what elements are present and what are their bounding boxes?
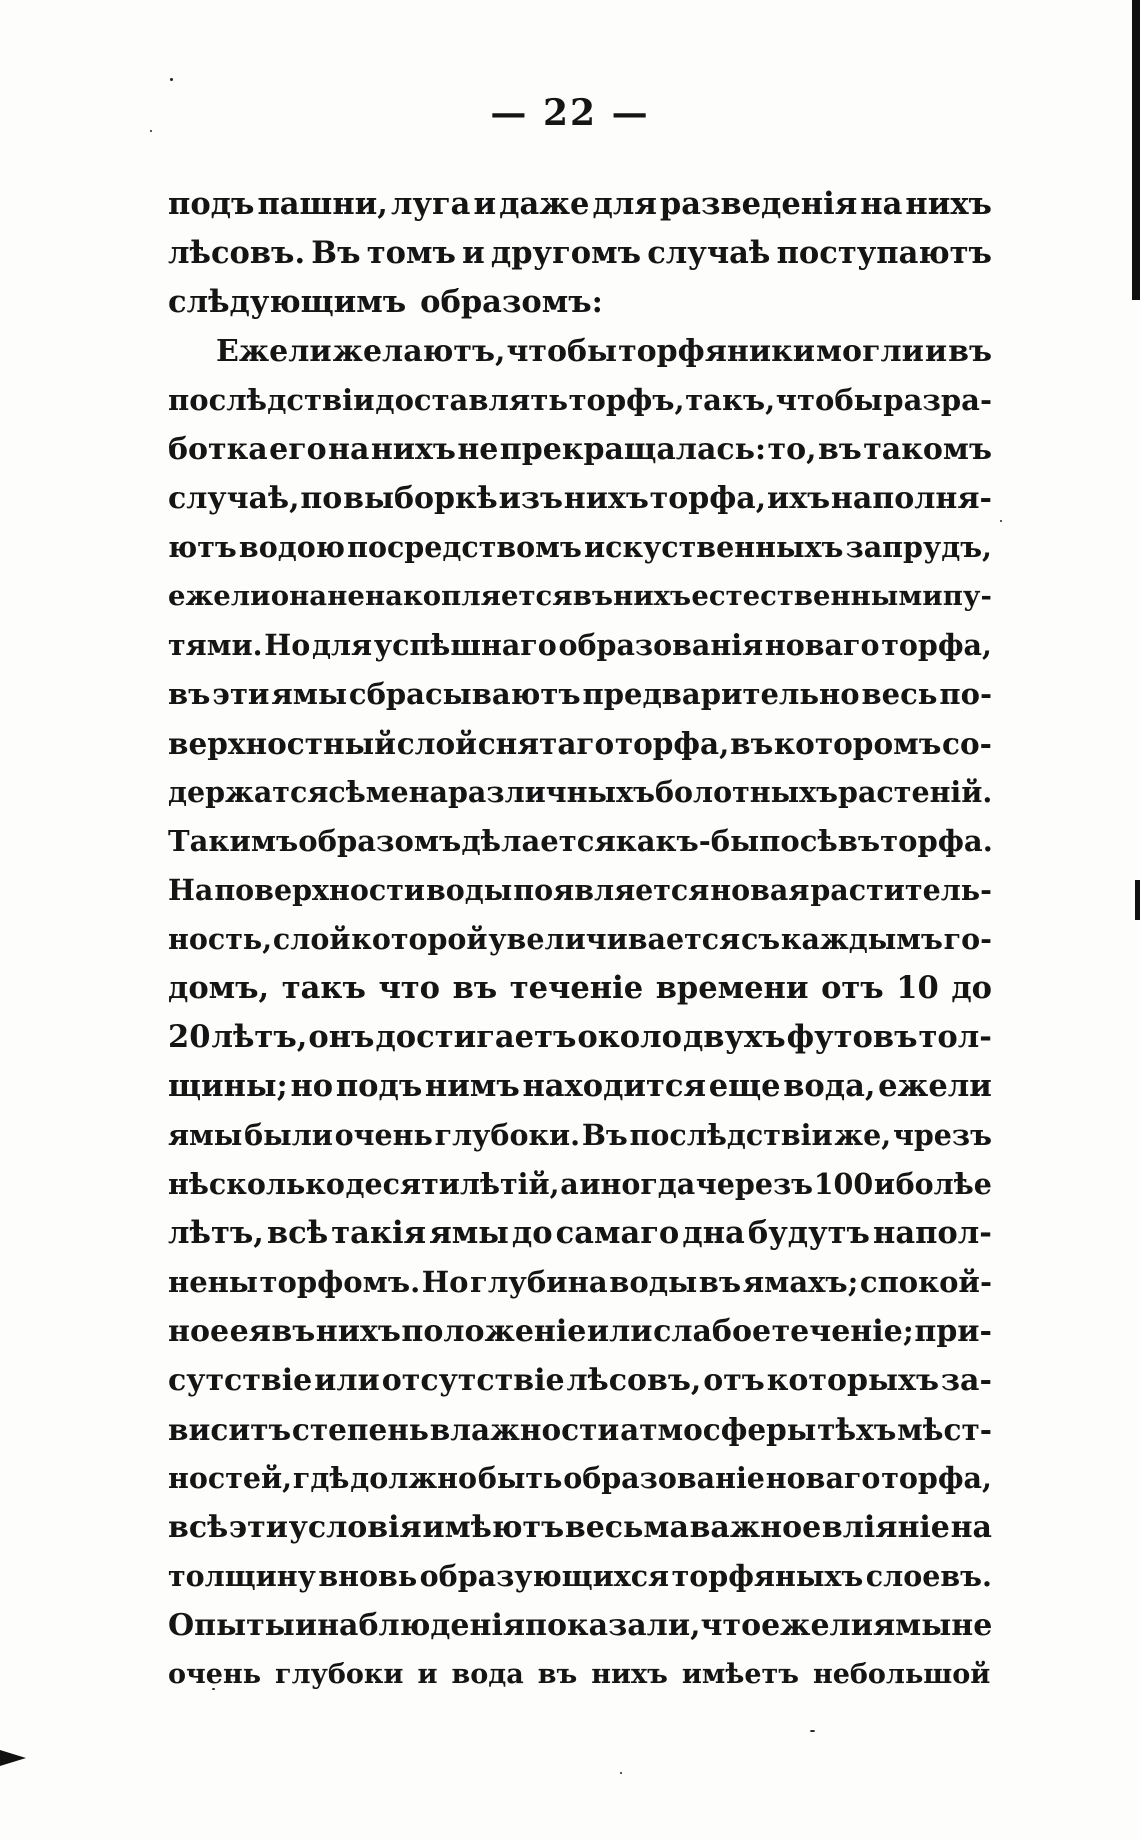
- word: положеніе: [401, 1314, 587, 1349]
- word: поверхности: [214, 873, 426, 907]
- word: по-: [939, 677, 992, 711]
- word: На: [168, 873, 214, 907]
- word: Но: [421, 1265, 469, 1299]
- word: посредствомъ: [347, 530, 582, 564]
- word: торфомъ.: [259, 1265, 421, 1299]
- word: 10: [896, 970, 939, 1006]
- word: могли: [816, 334, 924, 369]
- word: торфяныхъ: [671, 1559, 864, 1593]
- word: послѣдствіи: [168, 383, 375, 417]
- word: воды: [609, 1265, 698, 1299]
- text-line: [168, 1552, 992, 1601]
- word: и: [462, 235, 485, 271]
- word: за-: [940, 1363, 992, 1398]
- word: торфъ,: [568, 383, 685, 417]
- word: естественными: [691, 580, 943, 612]
- word: отъ: [821, 970, 884, 1006]
- text-line: [168, 1062, 992, 1111]
- word: водою: [238, 530, 345, 564]
- word: какъ-бы: [615, 824, 760, 858]
- text-line: [168, 1405, 992, 1454]
- word: достигаетъ: [375, 1019, 577, 1055]
- word: всѣ: [168, 1510, 229, 1545]
- word: вода: [451, 1659, 524, 1690]
- word: атмосферы: [620, 1412, 817, 1447]
- word: ихъ: [766, 481, 831, 516]
- body-text: [168, 180, 992, 1699]
- text-line: [168, 866, 992, 915]
- word: въ: [537, 1659, 578, 1690]
- word: со-: [942, 726, 992, 761]
- word: самаго: [555, 1215, 680, 1251]
- word: отсутствіе: [381, 1363, 565, 1398]
- word: по: [300, 481, 343, 516]
- word: и: [294, 1608, 318, 1643]
- text-line: [168, 915, 992, 964]
- word: лѣтъ,: [211, 1019, 308, 1055]
- word: такомъ: [863, 432, 992, 467]
- binding-edge-shadow-lower: [1135, 880, 1140, 920]
- word: его: [269, 432, 327, 467]
- word: эти: [212, 677, 270, 711]
- word: въ: [948, 334, 992, 369]
- word: тѣхъ: [817, 1412, 897, 1447]
- word: каждымъ: [780, 922, 943, 956]
- word: времени: [655, 970, 809, 1006]
- word: 20: [168, 1019, 211, 1055]
- word: изъ: [498, 481, 563, 516]
- word: а: [560, 1167, 579, 1201]
- word: торфа.: [880, 824, 993, 858]
- word: будутъ: [747, 1215, 870, 1251]
- word: щины;: [168, 1068, 288, 1104]
- word: наблюденія: [317, 1608, 526, 1643]
- text-line: [168, 180, 992, 229]
- word: искуственныхъ: [583, 530, 844, 564]
- word: гдѣ: [292, 1461, 350, 1495]
- word: то,: [767, 432, 817, 467]
- word: вода,: [783, 1068, 876, 1104]
- word: подъ: [335, 1068, 423, 1104]
- word: ность,: [168, 922, 273, 956]
- word: прекращалась:: [499, 432, 767, 467]
- word: важное: [689, 1510, 822, 1545]
- word: новаго: [764, 628, 880, 662]
- word: слоевъ.: [865, 1559, 992, 1593]
- word: образомъ:: [420, 284, 603, 320]
- word: же,: [834, 1118, 892, 1152]
- word: для: [592, 186, 657, 222]
- binding-edge-shadow: [1132, 0, 1140, 300]
- text-line: [168, 1454, 992, 1503]
- word: дна: [682, 1215, 745, 1251]
- word: глубоки: [275, 1659, 404, 1690]
- word: до: [951, 970, 992, 1006]
- word: напол-: [873, 1215, 992, 1251]
- word: около: [577, 1019, 682, 1055]
- word: новая: [710, 873, 810, 907]
- word: съ: [740, 922, 781, 956]
- word: имѣетъ: [681, 1659, 799, 1690]
- text-line: [168, 474, 992, 523]
- word: на: [860, 186, 903, 222]
- word: го-: [943, 922, 992, 956]
- word: поступаютъ: [776, 235, 992, 271]
- word: накопляется: [365, 580, 573, 612]
- word: снятаго: [477, 726, 615, 761]
- word: различныхъ: [447, 775, 655, 809]
- word: посѣвъ: [759, 824, 881, 858]
- word: новаго: [765, 1461, 881, 1495]
- word: находится: [522, 1068, 707, 1104]
- word: въ: [572, 580, 613, 612]
- word: или: [314, 1363, 380, 1398]
- word: ное: [168, 1314, 230, 1349]
- text-line: [168, 964, 992, 1013]
- word: въ: [168, 677, 211, 711]
- word: лѣсовъ.: [168, 235, 306, 271]
- word: случаѣ: [647, 235, 771, 271]
- word: ежели: [878, 1068, 992, 1104]
- word: на: [950, 1510, 992, 1545]
- word: слѣдующимъ: [168, 284, 407, 320]
- text-line: [168, 1356, 992, 1405]
- word: всѣ: [266, 1215, 329, 1251]
- text-line: [168, 817, 992, 866]
- word: нихъ: [905, 186, 992, 222]
- word: виситъ: [168, 1412, 292, 1447]
- word: толщину: [168, 1559, 316, 1593]
- word: торфяники: [618, 334, 815, 369]
- text-line: [168, 1258, 992, 1307]
- word: торфа,: [881, 628, 992, 662]
- text-line: [168, 768, 992, 817]
- text-line: [168, 719, 992, 768]
- word: нѣсколько: [168, 1167, 345, 1201]
- word: теченіе: [509, 970, 644, 1006]
- word: лѣсовъ,: [566, 1363, 702, 1398]
- word: запрудъ,: [845, 530, 992, 564]
- word: онъ: [308, 1019, 375, 1055]
- word: торфа,: [649, 481, 767, 516]
- word: ютъ: [168, 530, 237, 564]
- text-line: [168, 229, 992, 278]
- word: въ: [817, 432, 862, 467]
- word: тями.: [168, 628, 263, 662]
- word: наполня-: [830, 481, 992, 516]
- word: въ: [452, 970, 498, 1006]
- word: въ: [730, 726, 774, 761]
- word: весь: [861, 677, 938, 711]
- word: ежели: [168, 580, 271, 612]
- word: такія: [331, 1215, 427, 1251]
- word: слой: [272, 922, 351, 956]
- word: двухъ: [682, 1019, 786, 1055]
- word: желаютъ,: [332, 334, 506, 369]
- word: и: [417, 1659, 438, 1690]
- word: случаѣ,: [168, 481, 300, 516]
- word: небольшой: [812, 1659, 991, 1690]
- word: черезъ: [695, 1167, 814, 1201]
- word: Въ: [311, 235, 361, 271]
- word: чрезъ: [892, 1118, 992, 1152]
- word: раститель-: [810, 873, 992, 907]
- word: вліяніе: [821, 1510, 950, 1545]
- word: въ: [271, 1314, 316, 1349]
- word: Опыты: [168, 1608, 295, 1643]
- word: которой: [351, 922, 488, 956]
- word: нихъ: [563, 481, 649, 516]
- text-line: [168, 1503, 992, 1552]
- text-line: [168, 621, 992, 670]
- word: ямы: [872, 1608, 952, 1643]
- word: ямы: [271, 677, 348, 711]
- word: такъ,: [685, 383, 776, 417]
- word: показали,: [525, 1608, 701, 1643]
- word: болѣе: [895, 1167, 992, 1201]
- word: успѣшнаго: [373, 628, 557, 662]
- word: образованія: [558, 628, 764, 662]
- word: что: [378, 970, 441, 1006]
- word: даже: [499, 186, 590, 222]
- word: предварительно: [582, 677, 860, 711]
- word: ямахъ;: [742, 1265, 859, 1299]
- word: не: [327, 580, 365, 612]
- word: домъ,: [168, 970, 270, 1006]
- word: ностей,: [168, 1461, 293, 1495]
- word: мѣст-: [897, 1412, 992, 1447]
- word: Но: [264, 628, 311, 662]
- ink-speck: [620, 1772, 622, 1774]
- ink-speck: [810, 1730, 815, 1732]
- word: разведенія: [659, 186, 858, 222]
- word: тол-: [918, 1019, 992, 1055]
- word: Въ: [581, 1118, 628, 1152]
- word: такъ: [281, 970, 366, 1006]
- word: подъ: [168, 186, 255, 222]
- text-line: [168, 572, 992, 621]
- text-line: [168, 1307, 992, 1356]
- word: нихъ: [315, 1314, 401, 1349]
- text-line: [168, 1160, 992, 1209]
- word: глубина: [470, 1265, 608, 1299]
- word: ежели: [761, 1608, 873, 1643]
- ink-speck: [170, 78, 173, 81]
- word: Такимъ: [168, 824, 299, 858]
- word: увеличивается: [488, 922, 741, 956]
- word: чтобы: [775, 383, 883, 417]
- text-line: [168, 523, 992, 572]
- word: она: [270, 580, 328, 612]
- word: очень: [168, 1659, 262, 1690]
- text-line: [168, 1209, 992, 1258]
- word: томъ: [366, 235, 456, 271]
- word: ямы: [429, 1215, 509, 1251]
- word: ея: [229, 1314, 271, 1349]
- word: нихъ: [370, 432, 456, 467]
- word: лѣтъ,: [168, 1215, 264, 1251]
- word: весьма: [564, 1510, 689, 1545]
- page-number: — 22 —: [490, 92, 650, 134]
- text-line: [168, 278, 992, 327]
- word: болотныхъ: [654, 775, 839, 809]
- word: спокой-: [859, 1265, 992, 1299]
- word: футовъ: [786, 1019, 918, 1055]
- word: степень: [291, 1412, 429, 1447]
- word: еще: [708, 1068, 781, 1104]
- word: пашни,: [257, 186, 388, 222]
- word: слой: [396, 726, 478, 761]
- text-line: [168, 376, 992, 425]
- word: при-: [914, 1314, 992, 1349]
- word: теченіе;: [771, 1314, 914, 1349]
- word: разра-: [883, 383, 992, 417]
- word: что: [700, 1608, 762, 1643]
- word: вновь: [318, 1559, 418, 1593]
- word: 100: [813, 1167, 874, 1201]
- word: держатся: [168, 775, 329, 809]
- word: и: [473, 186, 497, 222]
- word: сбрасываютъ: [348, 677, 581, 711]
- word: верхностный: [168, 726, 397, 761]
- word: иногда: [579, 1167, 696, 1201]
- word: появляется: [513, 873, 710, 907]
- text-line: [168, 425, 992, 474]
- word: доставлять: [375, 383, 569, 417]
- word: выборкѣ: [343, 481, 498, 516]
- word: и: [873, 1167, 895, 1201]
- word: должно: [350, 1461, 477, 1495]
- word: нихъ: [591, 1659, 668, 1690]
- word: воды: [425, 873, 513, 907]
- word: сѣмена: [328, 775, 448, 809]
- word: нихъ: [613, 580, 692, 612]
- word: луга: [390, 186, 471, 222]
- word: другомъ: [490, 235, 642, 271]
- word: торфа,: [881, 1461, 992, 1495]
- word: до: [511, 1215, 553, 1251]
- word: для: [311, 628, 373, 662]
- word: которыхъ: [766, 1363, 939, 1398]
- text-line: [168, 1650, 992, 1699]
- word: сутствіе: [168, 1363, 313, 1398]
- word: или: [586, 1314, 653, 1349]
- word: глубоки.: [434, 1118, 581, 1152]
- word: очень: [334, 1118, 433, 1152]
- word: образованіе: [563, 1461, 765, 1495]
- word: условія: [288, 1510, 422, 1545]
- text-line: [168, 670, 992, 719]
- text-line: [168, 1013, 992, 1062]
- word: ботка: [168, 432, 268, 467]
- text-line: [168, 327, 992, 376]
- word: десятилѣтій,: [345, 1167, 560, 1201]
- word: не: [457, 432, 499, 467]
- word: образомъ: [298, 824, 462, 858]
- word: были: [244, 1118, 333, 1152]
- word: отъ: [703, 1363, 765, 1398]
- word: не: [951, 1608, 993, 1643]
- word: дѣлается: [461, 824, 616, 858]
- word: и: [924, 334, 948, 369]
- word: Ежели: [216, 334, 332, 369]
- word: растеній.: [838, 775, 993, 809]
- word: которомъ: [773, 726, 942, 761]
- word: нимъ: [424, 1068, 520, 1104]
- word: пу-: [942, 580, 992, 612]
- word: влажности: [429, 1412, 620, 1447]
- word: имѣютъ: [422, 1510, 565, 1545]
- word: ямы: [168, 1118, 243, 1152]
- word: чтобы: [506, 334, 618, 369]
- word: образующихся: [419, 1559, 670, 1593]
- text-line: [168, 1601, 992, 1650]
- word: нены: [168, 1265, 258, 1299]
- word: послѣдствіи: [629, 1118, 833, 1152]
- word: слабое: [653, 1314, 772, 1349]
- margin-arrow-mark: [0, 1750, 26, 1766]
- word: въ: [698, 1265, 742, 1299]
- word: но: [290, 1068, 334, 1104]
- ink-speck: [1000, 520, 1002, 522]
- word: на: [328, 432, 370, 467]
- word: торфа,: [614, 726, 730, 761]
- text-line: [168, 1111, 992, 1160]
- word: эти: [228, 1510, 288, 1545]
- word: быть: [477, 1461, 563, 1495]
